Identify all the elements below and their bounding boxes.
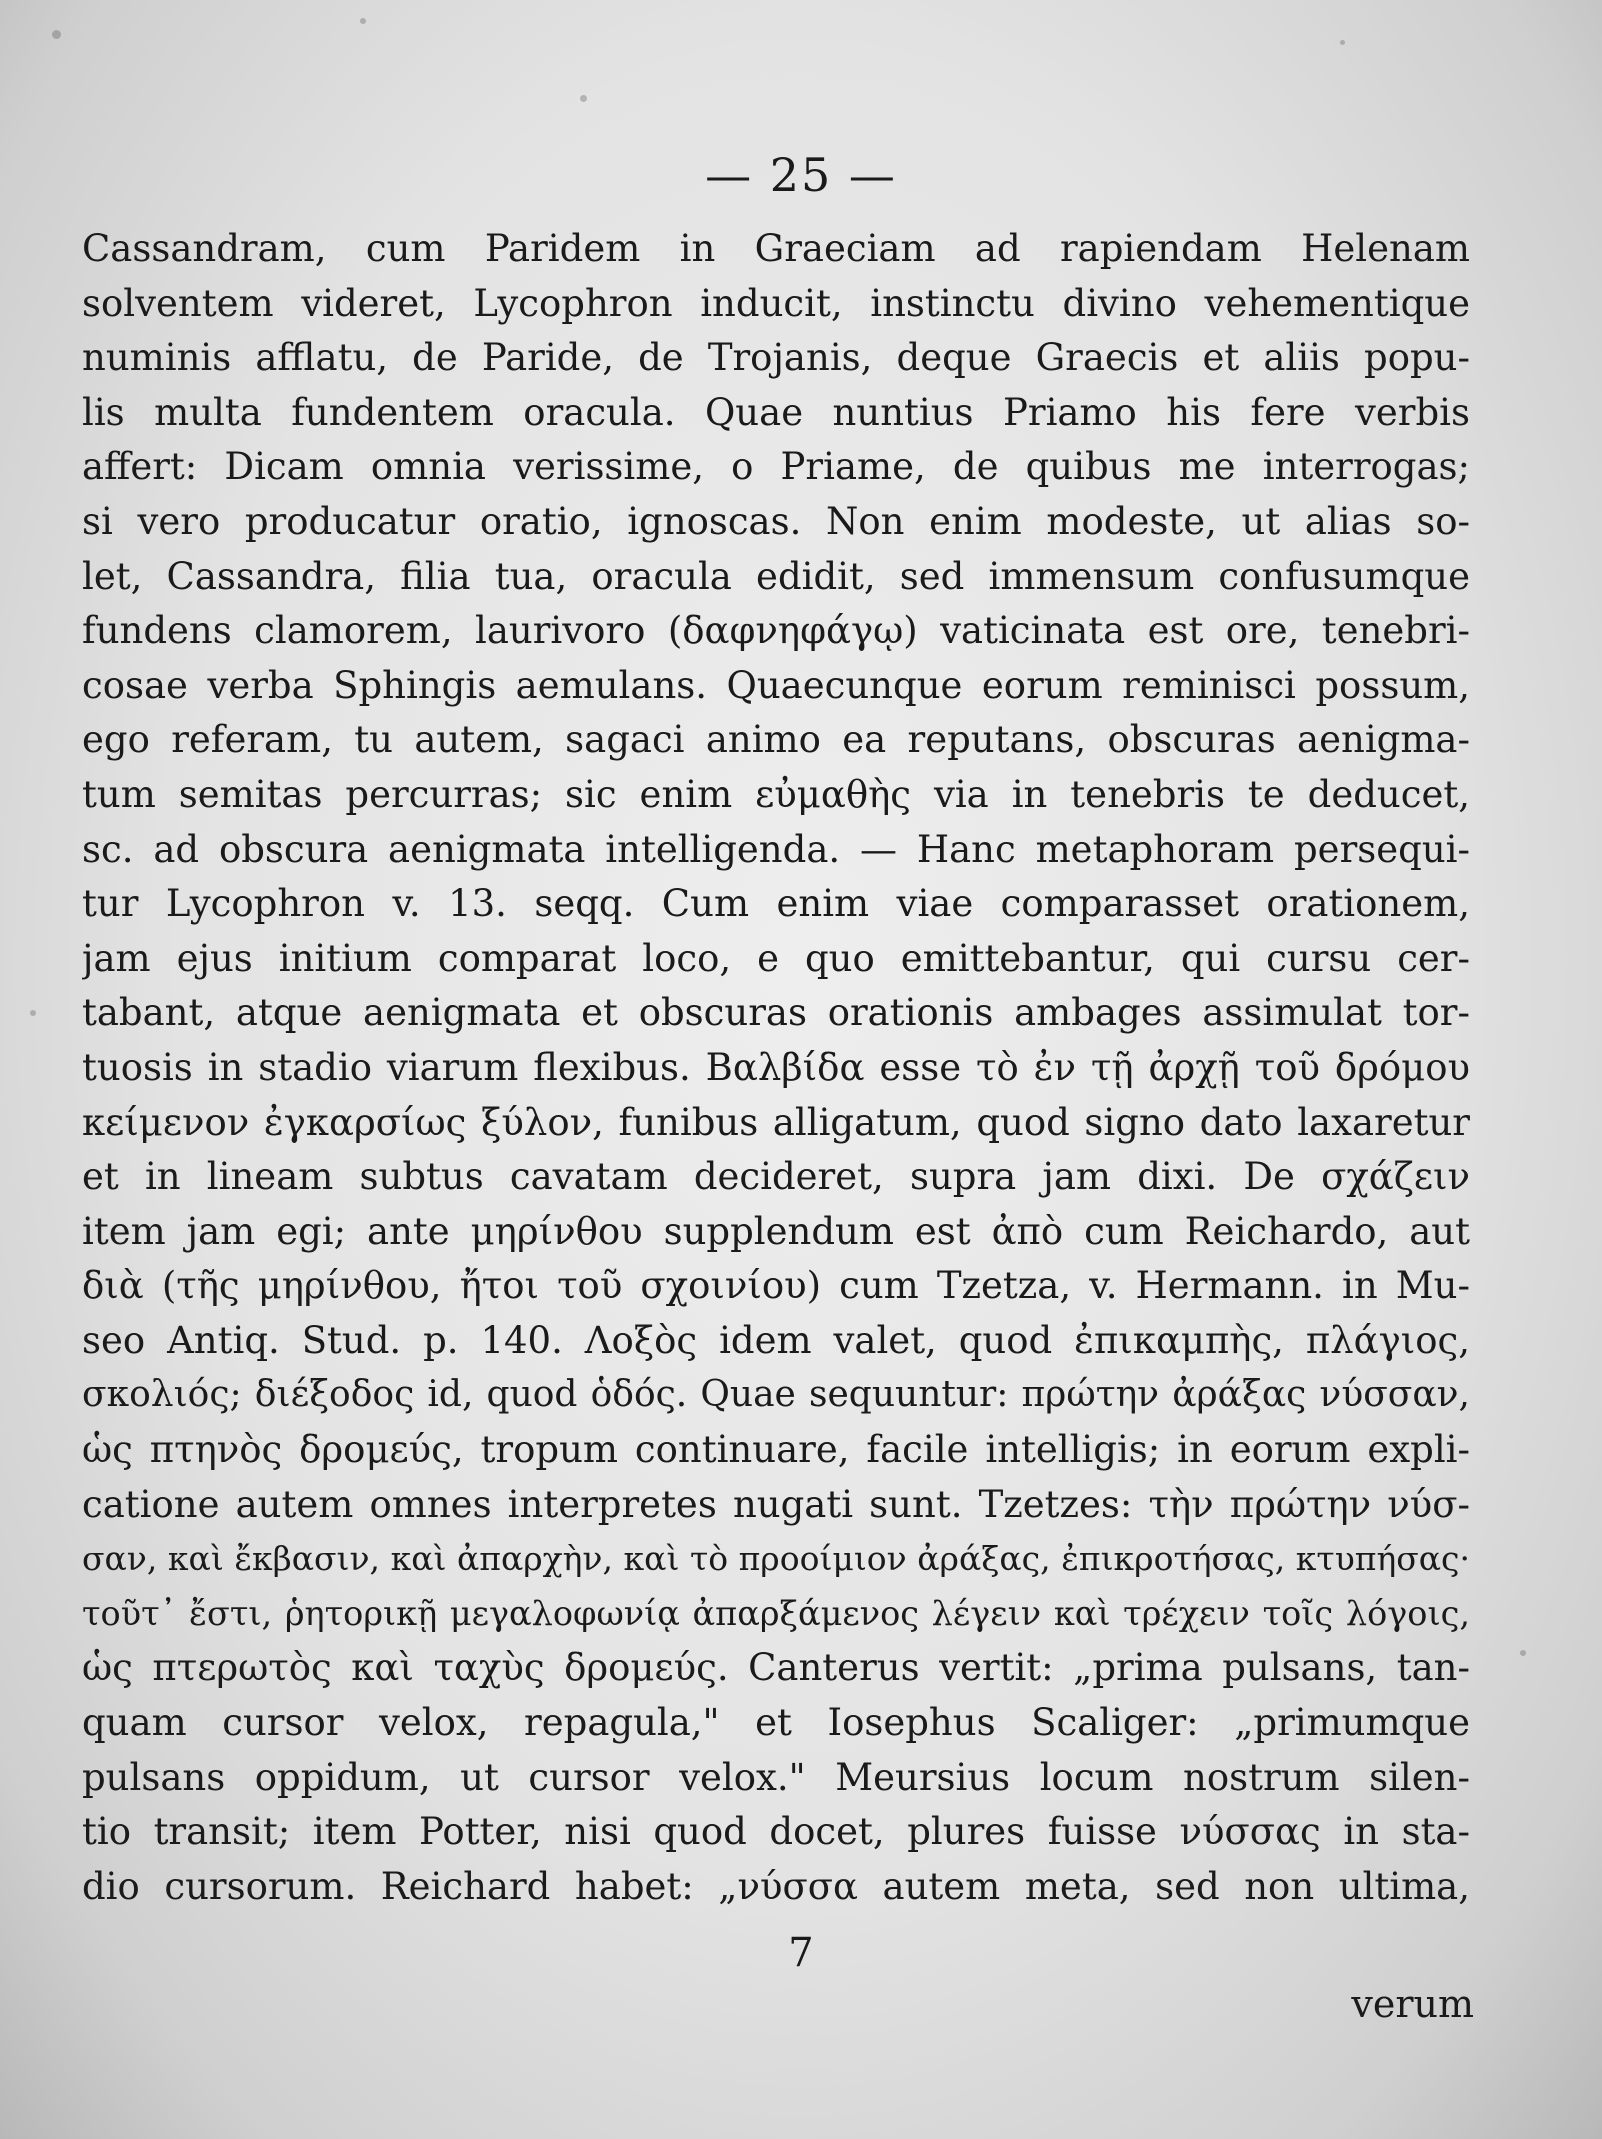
text-line: διὰ (τῆς μηρίνθου, ἤτοι τοῦ σχοινίου) cum Tzetza, v. Hermann. in Mu- bbox=[82, 1264, 1470, 1308]
paper-speck bbox=[360, 18, 366, 24]
text-line: dio cursorum. Reichard habet: „νύσσα autem meta, sed non ultima, bbox=[82, 1864, 1470, 1908]
text-line: ego referam, tu autem, sagaci animo ea reputans, obscuras aenigma- bbox=[82, 718, 1470, 762]
text-line: tur Lycophron v. 13. seqq. Cum enim viae comparasset orationem, bbox=[82, 882, 1470, 926]
paper-speck bbox=[1340, 40, 1345, 45]
text-line: let, Cassandra, filia tua, oracula edidit, sed immensum confusumque bbox=[82, 554, 1470, 598]
text-line: sc. ad obscura aenigmata intelligenda. — Hanc metaphoram persequi- bbox=[82, 827, 1470, 871]
paper-speck bbox=[1520, 1650, 1526, 1656]
body-text bbox=[82, 222, 1470, 1914]
text-line: τοῦτ᾽ ἔστι, ῥητορικῇ μεγαλοφωνίᾳ ἀπαρξάμενος λέγειν καὶ τρέχειν τοῖς λόγοις, bbox=[82, 1593, 1470, 1633]
paper-speck bbox=[52, 30, 61, 39]
text-line: Cassandram, cum Paridem in Graeciam ad rapiendam Helenam bbox=[82, 227, 1470, 270]
catchword: verum bbox=[1351, 1982, 1474, 2026]
paper-speck bbox=[30, 1010, 36, 1016]
text-line: tabant, atque aenigmata et obscuras orationis ambages assimulat tor- bbox=[82, 991, 1470, 1035]
paper-speck bbox=[580, 95, 587, 102]
text-line: seo Antiq. Stud. p. 140. Λοξὸς idem valet, quod ἐπικαμπὴς, πλάγιος, bbox=[82, 1318, 1470, 1362]
page-number-header: — 25 — bbox=[705, 148, 897, 202]
text-line: jam ejus initium comparat loco, e quo emittebantur, qui cursu cer- bbox=[82, 936, 1470, 980]
text-line: pulsans oppidum, ut cursor velox." Meursius locum nostrum silen- bbox=[82, 1755, 1470, 1799]
text-line: lis multa fundentem oracula. Quae nuntius Priamo his fere verbis bbox=[82, 390, 1470, 434]
text-line: ὡς πτερωτὸς καὶ ταχὺς δρομεύς. Canterus vertit: „prima pulsans, tan- bbox=[82, 1646, 1470, 1690]
text-line: ὡς πτηνὸς δρομεύς, tropum continuare, facile intelligis; in eorum expli- bbox=[82, 1428, 1470, 1472]
text-line: affert: Dicam omnia verissime, o Priame, de quibus me interrogas; bbox=[82, 445, 1470, 489]
text-line: σκολιός; διέξοδος id, quod ὁδός. Quae sequuntur: πρώτην ἀράξας νύσσαν, bbox=[82, 1374, 1470, 1416]
text-line: tuosis in stadio viarum flexibus. Βαλβίδα esse τὸ ἐν τῇ ἀρχῇ τοῦ δρόμου bbox=[82, 1045, 1470, 1089]
text-line: κείμενον ἐγκαρσίως ξύλον, funibus alligatum, quod signo dato laxaretur bbox=[82, 1100, 1470, 1144]
signature-mark: 7 bbox=[788, 1930, 814, 1976]
text-line: solventem videret, Lycophron inducit, instinctu divino vehementique bbox=[82, 281, 1470, 325]
text-line: tio transit; item Potter, nisi quod docet, plures fuisse νύσσας in sta- bbox=[82, 1810, 1470, 1854]
text-line: cosae verba Sphingis aemulans. Quaecunque eorum reminisci possum, bbox=[82, 663, 1470, 707]
text-line: et in lineam subtus cavatam decideret, supra jam dixi. De σχάζειν bbox=[82, 1155, 1470, 1199]
text-line: numinis afflatu, de Paride, de Trojanis, deque Graecis et aliis popu- bbox=[82, 336, 1470, 380]
text-line: si vero producatur oratio, ignoscas. Non enim modeste, ut alias so- bbox=[82, 499, 1470, 543]
text-line: catione autem omnes interpretes nugati sunt. Tzetzes: τὴν πρώτην νύσ- bbox=[82, 1482, 1470, 1526]
text-line: tum semitas percurras; sic enim εὐμαθὴς via in tenebris te deducet, bbox=[82, 772, 1470, 816]
text-line: quam cursor velox, repagula," et Iosephus Scaliger: „primumque bbox=[82, 1701, 1470, 1745]
text-line: item jam egi; ante μηρίνθου supplendum est ἀπὸ cum Reichardo, aut bbox=[82, 1209, 1470, 1253]
text-line: σαν, καὶ ἔκβασιν, καὶ ἀπαρχὴν, καὶ τὸ προοίμιον ἀράξας, ἐπικροτήσας, κτυπήσας· bbox=[82, 1539, 1470, 1579]
text-line: fundens clamorem, laurivoro (δαφνηφάγῳ) vaticinata est ore, tenebri- bbox=[82, 609, 1470, 653]
